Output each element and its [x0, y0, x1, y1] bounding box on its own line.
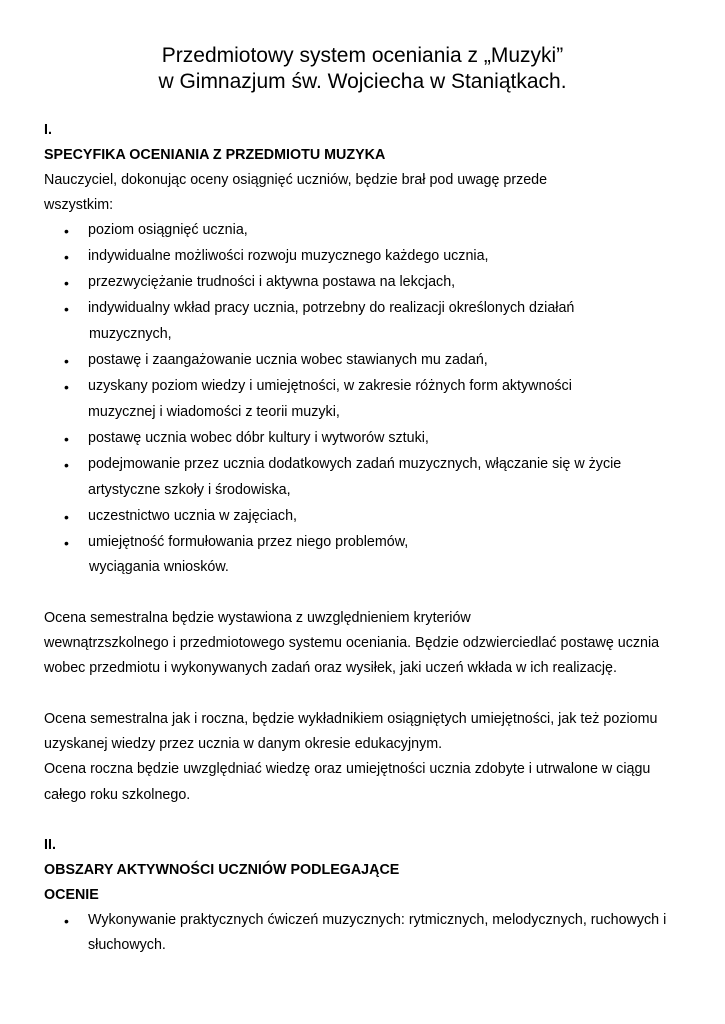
document-title-line-2: w Gimnazjum św. Wojciecha w Staniątkach.: [158, 70, 567, 93]
list-item-continuation: muzycznych,: [89, 326, 172, 342]
section-1-number: I.: [44, 122, 52, 138]
list-item: indywidualny wkład pracy ucznia, potrzebny do realizacji określonych działań: [88, 300, 575, 316]
bullet-icon: •: [64, 457, 69, 473]
section-2-heading-line-2: OCENIE: [44, 887, 99, 903]
bullet-icon: •: [64, 509, 69, 525]
bullet-icon: •: [64, 353, 69, 369]
section-2-heading-line-1: OBSZARY AKTYWNOŚCI UCZNIÓW PODLEGAJĄCE: [44, 862, 400, 878]
paragraph-line: wobec przedmiotu i wykonywanych zadań oraz wysiłek, jaki uczeń wkłada w ich realizację.: [44, 660, 617, 676]
bullet-icon: •: [64, 249, 69, 265]
paragraph-line: Ocena roczna będzie uwzględniać wiedzę oraz umiejętności ucznia zdobyte i utrwalone w ciągu: [44, 761, 651, 777]
paragraph-line: wewnątrzszkolnego i przedmiotowego systemu oceniania. Będzie odzwierciedlać postawę ucznia: [44, 635, 660, 651]
section-1-heading: SPECYFIKA OCENIANIA Z PRZEDMIOTU MUZYKA: [44, 147, 386, 163]
list-item-continuation: słuchowych.: [88, 937, 166, 953]
paragraph-line: Ocena semestralna jak i roczna, będzie wykładnikiem osiągniętych umiejętności, jak też poziomu: [44, 711, 658, 727]
section-2-number: II.: [44, 837, 56, 853]
bullet-icon: •: [64, 301, 69, 317]
bullet-icon: •: [64, 535, 69, 551]
section-1-intro-line-1: Nauczyciel, dokonując oceny osiągnięć uczniów, będzie brał pod uwagę przede: [44, 172, 548, 188]
document-title-line-1: Przedmiotowy system oceniania z „Muzyki”: [161, 44, 564, 67]
bullet-icon: •: [64, 913, 69, 929]
section-1-intro-line-2: wszystkim:: [44, 197, 114, 213]
list-item-continuation: artystyczne szkoły i środowiska,: [88, 482, 291, 498]
list-item-continuation: muzycznej i wiadomości z teorii muzyki,: [88, 404, 340, 420]
list-item: uzyskany poziom wiedzy i umiejętności, w zakresie różnych form aktywności: [88, 378, 572, 394]
paragraph-line: Ocena semestralna będzie wystawiona z uwzględnieniem kryteriów: [44, 610, 471, 626]
list-item: Wykonywanie praktycznych ćwiczeń muzycznych: rytmicznych, melodycznych, ruchowych i: [88, 912, 667, 928]
list-item: uczestnictwo ucznia w zajęciach,: [88, 508, 297, 524]
list-item: przezwyciężanie trudności i aktywna postawa na lekcjach,: [88, 274, 456, 290]
list-item: poziom osiągnięć ucznia,: [88, 222, 248, 238]
list-item: postawę i zaangażowanie ucznia wobec stawianych mu zadań,: [88, 352, 488, 368]
list-item-continuation: wyciągania wniosków.: [89, 559, 229, 575]
list-item: indywidualne możliwości rozwoju muzycznego każdego ucznia,: [88, 248, 489, 264]
bullet-icon: •: [64, 275, 69, 291]
paragraph-line: uzyskanej wiedzy przez ucznia w danym okresie edukacyjnym.: [44, 736, 443, 752]
list-item: postawę ucznia wobec dóbr kultury i wytworów sztuki,: [88, 430, 429, 446]
paragraph-line: całego roku szkolnego.: [44, 787, 191, 803]
bullet-icon: •: [64, 431, 69, 447]
bullet-icon: •: [64, 379, 69, 395]
list-item: umiejętność formułowania przez niego problemów,: [88, 534, 409, 550]
list-item: podejmowanie przez ucznia dodatkowych zadań muzycznych, włączanie się w życie: [88, 456, 622, 472]
bullet-icon: •: [64, 223, 69, 239]
